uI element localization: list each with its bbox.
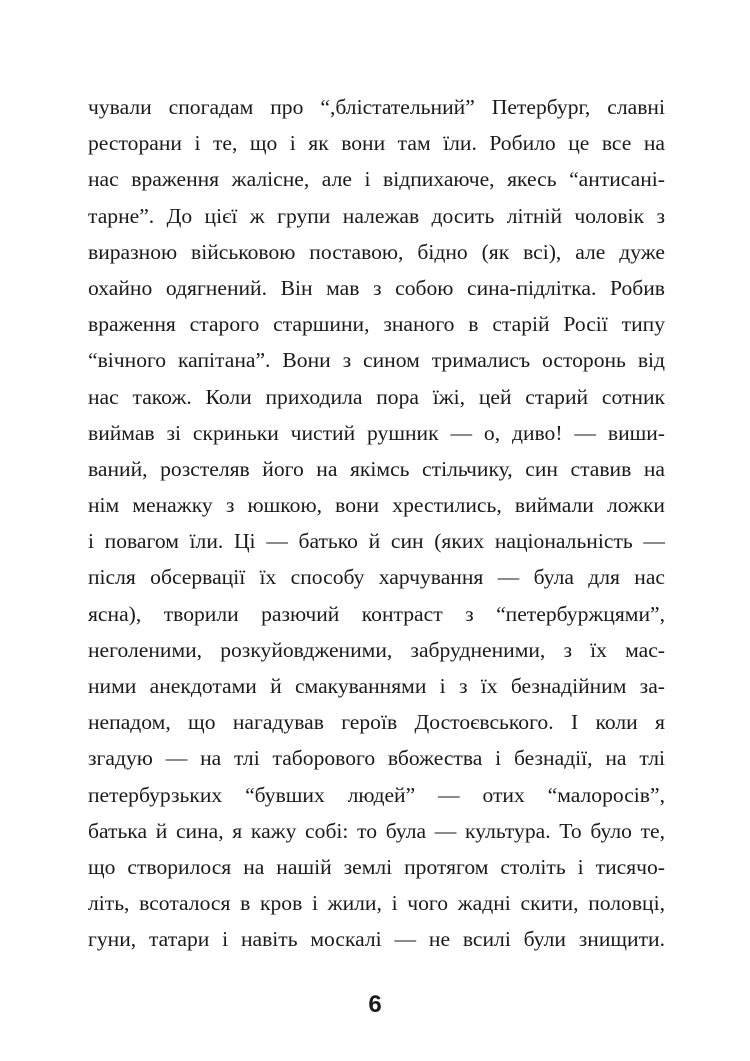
text-line-8: “вічного капітана”. Вони з сином трималисъ осторонь від — [88, 348, 665, 373]
body-text — [88, 89, 665, 958]
text-line-21: батька й сина, я кажу собі: то була — культура. То було те, — [88, 818, 665, 843]
text-line-4: тарне”. До цієї ж групи належав досить літній чоловік з — [88, 203, 665, 228]
text-line-20: петербурзьких “бувших людей” — отих “малоросів”, — [88, 782, 665, 807]
page-number: 6 — [368, 991, 382, 1018]
text-line-3: нас враження жалісне, але і відпихаюче, якесь “антисані- — [88, 167, 665, 192]
text-line-9: нас також. Коли приходила пора їжі, цей старий сотник — [88, 384, 665, 409]
text-line-1: чували спогадам про “,блістательний” Петербург, славні — [88, 95, 665, 119]
text-line-6: охайно одягнений. Він мав з собою сина-підлітка. Робив — [88, 275, 665, 300]
text-line-19: згадую — на тлі таборового вбожества і безнадії, на тлі — [88, 746, 665, 771]
text-line-10: виймав зі скриньки чистий рушник — о, диво! — виши- — [88, 420, 665, 445]
text-line-5: виразною військовою поставою, бідно (як всі), але дуже — [88, 239, 665, 264]
text-line-24: гуни, татари і навіть москалі — не всилі були знищити. — [88, 927, 665, 952]
text-line-2: ресторани і те, що і як вони там їли. Робило це все на — [88, 131, 665, 156]
text-line-18: непадом, що нагадував героїв Достоєвського. І коли я — [88, 710, 665, 735]
text-line-22: що створилося на нашій землі протягом століть і тисячо- — [88, 854, 665, 879]
text-line-7: враження старого старшини, знаного в старій Росії типу — [88, 312, 665, 337]
text-line-15: ясна), творили разючий контраст з “петербуржцями”, — [88, 601, 665, 626]
text-line-11: ваний, розстеляв його на якімсь стільчику, син ставив на — [88, 456, 665, 481]
text-line-17: ними анекдотами й смакуваннями і з їх безнадійним за- — [88, 674, 665, 698]
text-line-12: нім менажку з юшкою, вони хрестились, виймали ложки — [88, 493, 665, 518]
text-line-14: після обсервації їх способу харчування — була для нас — [88, 565, 665, 590]
text-line-23: літь, всоталося в кров і жили, і чого жадні скити, половці, — [88, 891, 665, 916]
text-line-13: і повагом їли. Ці — батько й син (яких національність — — [88, 529, 665, 554]
text-line-16: неголеними, розкуйовдженими, забрудненими, з їх мас- — [88, 637, 665, 662]
